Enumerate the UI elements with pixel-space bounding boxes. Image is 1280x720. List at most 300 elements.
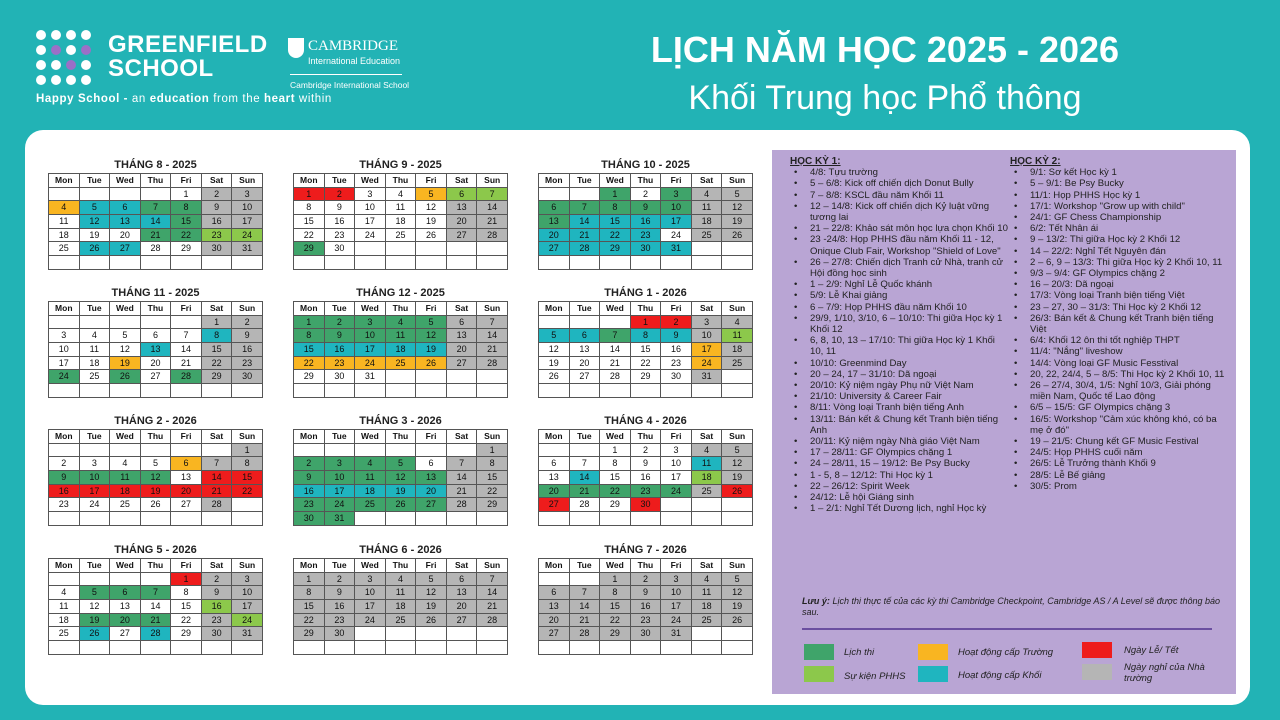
day-cell: 7 (140, 586, 171, 600)
event-item: • 14/4: Vòng loại GF Music Fesstival (1010, 358, 1232, 369)
day-cell: 31 (661, 242, 692, 256)
day-header: Thu (385, 174, 416, 188)
day-cell (355, 627, 386, 641)
day-cell: 28 (477, 613, 508, 627)
day-cell: 12 (110, 343, 141, 357)
page-subtitle: Khối Trung học Phổ thông (688, 79, 1082, 117)
day-header: Fri (171, 302, 202, 316)
day-cell: 31 (232, 242, 263, 256)
day-cell (630, 256, 661, 270)
day-cell: 3 (661, 443, 692, 457)
day-cell: 20 (140, 356, 171, 370)
day-cell: 15 (294, 343, 325, 357)
day-cell: 13 (446, 201, 477, 215)
day-cell: 5 (79, 201, 110, 215)
day-cell (416, 242, 447, 256)
day-cell: 12 (722, 201, 753, 215)
day-cell: 9 (232, 329, 263, 343)
day-cell (355, 443, 386, 457)
day-cell: 4 (691, 443, 722, 457)
day-cell: 31 (691, 370, 722, 384)
event-item: • 26 – 27/8: Chiến dịch Tranh cử Nhà, tranh cử Hội đồng học sinh (790, 257, 1010, 279)
day-cell: 5 (110, 329, 141, 343)
event-item: • 24/5: Họp PHHS cuối năm (1010, 447, 1232, 458)
day-header: Fri (661, 174, 692, 188)
day-cell: 4 (691, 572, 722, 586)
day-cell: 8 (171, 201, 202, 215)
day-header: Sat (446, 174, 477, 188)
day-cell (140, 384, 171, 398)
event-item: • 29/9, 1/10, 3/10, 6 – 10/10: Thi giữa Học kỳ 1 Khối 12 (790, 313, 1010, 335)
day-header: Tue (79, 559, 110, 573)
day-cell (49, 384, 80, 398)
event-item: • 20 – 24, 17 – 31/10: Dã ngoại (790, 369, 1010, 380)
day-cell: 24 (691, 356, 722, 370)
day-header: Wed (355, 174, 386, 188)
day-cell: 24 (661, 613, 692, 627)
day-cell: 16 (630, 215, 661, 229)
day-cell (324, 443, 355, 457)
event-item: • 24/12: Lễ hội Giáng sinh (790, 492, 1010, 503)
day-cell (446, 627, 477, 641)
day-cell: 25 (79, 370, 110, 384)
day-header: Thu (630, 559, 661, 573)
day-header: Fri (416, 302, 447, 316)
day-cell: 17 (355, 600, 386, 614)
day-cell (539, 384, 570, 398)
day-cell: 7 (201, 457, 232, 471)
day-cell: 17 (355, 343, 386, 357)
day-cell (539, 315, 570, 329)
day-cell (600, 512, 631, 526)
day-cell (661, 512, 692, 526)
event-item: • 16 – 20/3: Dã ngoại (1010, 279, 1232, 290)
day-cell: 26 (539, 370, 570, 384)
day-cell: 27 (539, 498, 570, 512)
day-cell: 14 (569, 471, 600, 485)
day-cell: 17 (691, 343, 722, 357)
day-cell: 28 (600, 370, 631, 384)
day-cell: 16 (201, 600, 232, 614)
day-cell (201, 384, 232, 398)
day-cell: 19 (416, 343, 447, 357)
day-cell: 4 (385, 315, 416, 329)
day-cell (630, 512, 661, 526)
day-cell (446, 242, 477, 256)
day-header: Mon (539, 174, 570, 188)
event-item: • 12 – 14/8: Kick off chiến dịch Kỷ luật vững tương lai (790, 201, 1010, 223)
legend-swatch-nghi (1082, 664, 1112, 680)
day-cell: 1 (294, 315, 325, 329)
day-header: Thu (140, 559, 171, 573)
day-cell: 23 (324, 356, 355, 370)
event-item: • 16/5: Workshop "Cảm xúc không khó, có ba mẹ ở đó" (1010, 414, 1232, 436)
day-cell: 8 (630, 329, 661, 343)
day-cell: 28 (446, 498, 477, 512)
day-cell: 24 (355, 356, 386, 370)
day-cell (539, 187, 570, 201)
event-item: • 20/10: Kỷ niệm ngày Phụ nữ Việt Nam (790, 380, 1010, 391)
day-header: Sun (722, 559, 753, 573)
event-item: • 4/8: Tựu trường (790, 167, 1010, 178)
day-header: Sat (201, 302, 232, 316)
day-cell (79, 641, 110, 655)
event-item: • 7 – 8/8: KSCL đầu năm Khối 11 (790, 190, 1010, 201)
day-cell: 7 (600, 329, 631, 343)
day-cell (232, 256, 263, 270)
day-cell (385, 627, 416, 641)
cambridge-subtitle: International Education (308, 56, 401, 66)
day-cell (722, 627, 753, 641)
day-cell: 25 (49, 242, 80, 256)
month-calendar (538, 157, 753, 270)
day-cell: 19 (110, 356, 141, 370)
day-header: Thu (385, 559, 416, 573)
day-cell: 10 (661, 457, 692, 471)
day-cell: 24 (49, 370, 80, 384)
day-cell: 24 (79, 498, 110, 512)
day-cell (171, 641, 202, 655)
day-cell: 17 (661, 471, 692, 485)
day-cell: 11 (49, 600, 80, 614)
day-cell: 29 (600, 627, 631, 641)
day-cell: 30 (661, 370, 692, 384)
day-cell: 18 (691, 600, 722, 614)
day-header: Wed (600, 430, 631, 444)
day-header: Sat (691, 302, 722, 316)
day-cell (416, 627, 447, 641)
day-cell: 28 (477, 356, 508, 370)
month-title: THÁNG 10 - 2025 (601, 159, 690, 171)
day-cell (446, 641, 477, 655)
day-cell (416, 443, 447, 457)
day-cell: 13 (539, 471, 570, 485)
day-cell (446, 443, 477, 457)
day-cell: 6 (446, 187, 477, 201)
day-cell: 17 (49, 356, 80, 370)
day-header: Tue (324, 174, 355, 188)
day-cell: 14 (569, 600, 600, 614)
day-header: Tue (79, 174, 110, 188)
day-cell: 1 (171, 187, 202, 201)
day-cell (569, 443, 600, 457)
day-cell: 2 (324, 187, 355, 201)
day-cell (79, 512, 110, 526)
day-cell: 25 (355, 498, 386, 512)
day-cell (79, 315, 110, 329)
day-header: Sat (201, 559, 232, 573)
day-cell: 11 (385, 329, 416, 343)
day-header: Fri (661, 430, 692, 444)
day-cell: 2 (324, 315, 355, 329)
day-cell: 21 (446, 484, 477, 498)
day-cell: 21 (569, 484, 600, 498)
event-item: • 11/1: Họp PHHS Học kỳ 1 (1010, 190, 1232, 201)
day-cell: 9 (630, 457, 661, 471)
day-cell: 17 (661, 600, 692, 614)
day-cell: 22 (600, 613, 631, 627)
day-cell: 23 (324, 228, 355, 242)
day-cell (355, 384, 386, 398)
day-cell (691, 627, 722, 641)
day-cell: 17 (232, 600, 263, 614)
day-cell (385, 242, 416, 256)
day-cell: 22 (294, 356, 325, 370)
day-cell: 6 (110, 201, 141, 215)
day-cell: 18 (110, 484, 141, 498)
day-cell: 2 (630, 443, 661, 457)
day-cell (600, 641, 631, 655)
day-cell: 3 (355, 315, 386, 329)
event-item: • 11/4: "Nắng" liveshow (1010, 346, 1232, 357)
day-cell: 27 (171, 498, 202, 512)
day-cell: 15 (171, 215, 202, 229)
day-header: Mon (539, 559, 570, 573)
day-cell (49, 512, 80, 526)
day-cell: 15 (477, 471, 508, 485)
day-cell: 1 (171, 572, 202, 586)
day-cell: 24 (232, 228, 263, 242)
day-cell: 10 (355, 201, 386, 215)
day-cell (110, 572, 141, 586)
day-cell (49, 256, 80, 270)
day-cell: 22 (294, 228, 325, 242)
day-cell: 15 (171, 600, 202, 614)
day-cell (140, 572, 171, 586)
day-cell: 24 (355, 613, 386, 627)
day-cell: 12 (722, 586, 753, 600)
day-cell: 2 (201, 572, 232, 586)
day-cell: 2 (201, 187, 232, 201)
day-cell: 22 (171, 228, 202, 242)
day-cell: 13 (539, 215, 570, 229)
day-cell: 11 (691, 586, 722, 600)
month-table (293, 429, 508, 526)
day-cell: 20 (539, 228, 570, 242)
day-cell: 30 (232, 370, 263, 384)
day-cell (539, 572, 570, 586)
day-cell: 5 (79, 586, 110, 600)
day-cell: 4 (110, 457, 141, 471)
day-cell (385, 443, 416, 457)
day-cell (110, 384, 141, 398)
day-cell (539, 641, 570, 655)
day-cell (661, 641, 692, 655)
day-cell (110, 512, 141, 526)
day-cell: 14 (140, 215, 171, 229)
day-cell: 7 (446, 457, 477, 471)
day-cell: 20 (446, 343, 477, 357)
day-cell: 1 (232, 443, 263, 457)
day-cell: 25 (691, 484, 722, 498)
month-table (538, 173, 753, 270)
day-cell: 10 (661, 201, 692, 215)
day-header: Sun (477, 430, 508, 444)
day-cell: 25 (110, 498, 141, 512)
day-cell: 4 (79, 329, 110, 343)
day-cell: 4 (385, 187, 416, 201)
day-cell: 13 (569, 343, 600, 357)
day-cell: 11 (79, 343, 110, 357)
month-table (48, 173, 263, 270)
day-cell: 10 (661, 586, 692, 600)
day-cell (49, 641, 80, 655)
day-cell: 23 (630, 613, 661, 627)
day-cell (446, 384, 477, 398)
event-item: • 13/11: Bán kết & Chung kết Tranh biện tiếng Anh (790, 414, 1010, 436)
day-header: Tue (569, 430, 600, 444)
day-cell: 12 (79, 600, 110, 614)
day-cell: 27 (416, 498, 447, 512)
day-cell: 24 (355, 228, 386, 242)
day-cell (477, 256, 508, 270)
day-cell: 23 (661, 356, 692, 370)
event-item: • 30/5: Prom (1010, 481, 1232, 492)
day-cell: 28 (569, 627, 600, 641)
event-item: • 9/3 – 9/4: GF Olympics chặng 2 (1010, 268, 1232, 279)
day-cell: 9 (294, 471, 325, 485)
day-header: Wed (355, 430, 386, 444)
day-cell: 7 (569, 457, 600, 471)
day-cell: 29 (201, 370, 232, 384)
month-calendar (538, 285, 753, 398)
day-cell: 20 (110, 613, 141, 627)
day-cell: 24 (232, 613, 263, 627)
day-cell: 7 (477, 187, 508, 201)
day-cell: 17 (355, 215, 386, 229)
day-cell: 13 (446, 329, 477, 343)
month-title: THÁNG 2 - 2026 (114, 415, 197, 427)
day-cell: 8 (294, 329, 325, 343)
day-cell (630, 641, 661, 655)
day-cell: 14 (569, 215, 600, 229)
day-cell: 9 (324, 329, 355, 343)
day-cell: 11 (49, 215, 80, 229)
day-cell: 13 (171, 471, 202, 485)
month-title: THÁNG 8 - 2025 (114, 159, 197, 171)
day-header: Sat (691, 559, 722, 573)
day-cell: 15 (600, 471, 631, 485)
day-cell: 13 (416, 471, 447, 485)
day-cell (355, 256, 386, 270)
day-cell: 20 (539, 484, 570, 498)
day-cell: 12 (385, 471, 416, 485)
event-item: • 24/1: GF Chess Championship (1010, 212, 1232, 223)
day-cell (385, 641, 416, 655)
day-cell: 9 (49, 471, 80, 485)
day-cell: 16 (324, 343, 355, 357)
day-header: Mon (294, 430, 325, 444)
event-item: • 22 – 26/12: Spirit Week (790, 481, 1010, 492)
day-cell: 7 (140, 201, 171, 215)
month-title: THÁNG 6 - 2026 (359, 544, 442, 556)
day-cell: 17 (232, 215, 263, 229)
day-cell: 16 (630, 600, 661, 614)
day-cell (691, 512, 722, 526)
day-cell: 1 (630, 315, 661, 329)
legend-lich-thi: Lịch thi (844, 647, 875, 658)
day-cell (355, 242, 386, 256)
day-cell: 30 (294, 512, 325, 526)
day-cell: 1 (201, 315, 232, 329)
event-item: • 5/9: Lễ Khai giảng (790, 290, 1010, 301)
month-table (293, 301, 508, 398)
day-cell: 3 (49, 329, 80, 343)
day-cell: 19 (140, 484, 171, 498)
day-header: Thu (140, 302, 171, 316)
day-cell: 22 (201, 356, 232, 370)
day-cell: 28 (171, 370, 202, 384)
day-cell: 23 (630, 228, 661, 242)
day-cell (49, 572, 80, 586)
month-title: THÁNG 4 - 2026 (604, 415, 687, 427)
day-cell: 18 (79, 356, 110, 370)
day-header: Sun (232, 430, 263, 444)
day-cell (140, 512, 171, 526)
month-title: THÁNG 11 - 2025 (111, 287, 200, 299)
day-cell: 4 (49, 586, 80, 600)
day-cell (539, 256, 570, 270)
day-cell (324, 641, 355, 655)
event-item: • 17/1: Workshop "Grow up with child" (1010, 201, 1232, 212)
day-cell: 10 (232, 201, 263, 215)
day-header: Sat (201, 174, 232, 188)
day-cell: 8 (232, 457, 263, 471)
event-item: • 26/5: Lễ Trưởng thành Khối 9 (1010, 458, 1232, 469)
day-cell: 22 (600, 228, 631, 242)
day-cell: 2 (294, 457, 325, 471)
day-cell: 30 (324, 627, 355, 641)
day-cell (691, 641, 722, 655)
day-cell: 27 (539, 627, 570, 641)
day-cell (110, 315, 141, 329)
day-header: Tue (324, 559, 355, 573)
day-cell: 20 (569, 356, 600, 370)
cambridge-school-label: Cambridge International School (290, 80, 410, 90)
day-cell (232, 498, 263, 512)
day-cell (171, 256, 202, 270)
day-cell: 11 (110, 471, 141, 485)
day-cell: 21 (569, 228, 600, 242)
legend-swatch-ngay-le (1082, 642, 1112, 658)
day-cell: 3 (232, 187, 263, 201)
day-cell: 5 (416, 572, 447, 586)
day-cell (79, 384, 110, 398)
day-header: Wed (355, 302, 386, 316)
day-header: Thu (630, 302, 661, 316)
month-table (48, 429, 263, 526)
month-table (293, 173, 508, 270)
day-cell (661, 498, 692, 512)
month-calendar (293, 157, 508, 270)
event-item: • 6 – 7/9: Họp PHHS đầu năm Khối 10 (790, 302, 1010, 313)
day-cell: 5 (385, 457, 416, 471)
day-cell: 24 (661, 228, 692, 242)
month-title: THÁNG 9 - 2025 (359, 159, 442, 171)
event-item: • 14 – 22/2: Nghỉ Tết Nguyên đán (1010, 246, 1232, 257)
day-cell: 17 (79, 484, 110, 498)
day-cell (600, 384, 631, 398)
event-item: • 8/11: Vòng loại Tranh biện tiếng Anh (790, 402, 1010, 413)
day-header: Fri (416, 174, 447, 188)
day-cell: 16 (324, 600, 355, 614)
day-cell: 31 (661, 627, 692, 641)
day-cell (691, 498, 722, 512)
day-cell: 21 (600, 356, 631, 370)
school-tagline: Happy School - an education from the heart within (36, 93, 332, 105)
day-cell: 20 (171, 484, 202, 498)
event-item: • 26/3: Bán kết & Chung kết Tranh biện tiếng Việt (1010, 313, 1232, 335)
